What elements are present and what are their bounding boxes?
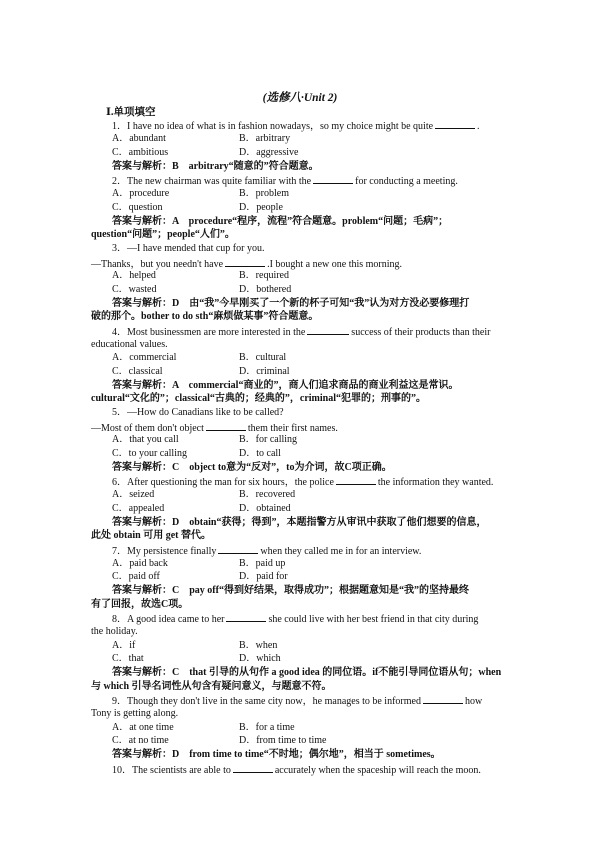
question-2-stem: 2．The new chairman was quite familiar with the for conducting a meeting. xyxy=(112,173,458,189)
question-2-option-b: B．problem xyxy=(239,188,289,199)
question-3-answer-cont: 破的那个。bother to do sth“麻烦做某事”符合题意。 xyxy=(91,311,319,322)
answer-blank xyxy=(423,693,463,704)
question-3-option-d: D．bothered xyxy=(239,284,292,295)
section-heading: Ⅰ.单项填空 xyxy=(106,107,156,118)
question-4-option-b: B．cultural xyxy=(239,352,287,363)
question-2-answer: 答案与解析：A procedure“程序，流程”符合题意。problem“问题；毛病”； xyxy=(112,216,449,227)
question-3-stem-cont: —Thanks，but you needn't have .I bought a new one this morning. xyxy=(91,256,402,272)
question-5-option-b: B．for calling xyxy=(239,434,298,445)
answer-blank xyxy=(307,324,349,335)
question-2-option-d: D．people xyxy=(239,202,283,213)
answer-blank xyxy=(226,611,266,622)
question-1-answer: 答案与解析：B arbitrary“随意的”符合题意。 xyxy=(112,161,319,172)
question-10-stem: 10．The scientists are able to accurately when the spaceship will reach the moon. xyxy=(112,762,481,778)
question-3-option-b: B．required xyxy=(239,270,289,281)
answer-blank xyxy=(336,474,376,485)
question-5-option-a: A．that you call xyxy=(112,434,179,445)
question-4-answer-cont: cultural“文化的”；classical“古典的；经典的”，criminal“犯罪的；刑事的”。 xyxy=(91,393,426,404)
question-2-option-c: C．question xyxy=(112,202,163,213)
question-8-option-b: B．when xyxy=(239,640,278,651)
page-title: (选修八·Unit 2) xyxy=(262,92,338,104)
question-5-option-c: C．to your calling xyxy=(112,448,187,459)
question-7-option-b: B．paid up xyxy=(239,558,286,569)
question-7-option-c: C．paid off xyxy=(112,571,160,582)
answer-blank xyxy=(233,762,273,773)
question-9-option-d: D．from time to time xyxy=(239,735,327,746)
question-5-stem: 5．—How do Canadians like to be called? xyxy=(112,407,284,418)
question-3-stem: 3．—I have mended that cup for you. xyxy=(112,243,265,254)
question-2-option-a: A．procedure xyxy=(112,188,170,199)
question-8-answer-cont: 与 which 引导名词性从句含有疑问意义，与题意不符。 xyxy=(91,681,332,692)
question-7-stem: 7．My persistence finally when they called me in for an interview. xyxy=(112,543,421,559)
question-7-option-d: D．paid for xyxy=(239,571,288,582)
question-3-option-c: C．wasted xyxy=(112,284,157,295)
question-9-option-a: A．at one time xyxy=(112,722,174,733)
question-4-stem: 4．Most businessmen are more interested in the success of their products than their xyxy=(112,324,490,340)
question-1-option-d: D．aggressive xyxy=(239,147,299,158)
question-8-answer: 答案与解析：C that 引导的从句作 a good idea 的同位语。if不能引导同位语从句；when xyxy=(112,667,502,678)
question-7-answer-cont: 有了回报，故选C项。 xyxy=(91,599,189,610)
answer-blank xyxy=(435,118,475,129)
question-6-answer: 答案与解析：D obtain“获得；得到”，本题指警方从审讯中获取了他们想要的信息， xyxy=(112,517,487,528)
question-1-option-a: A．abundant xyxy=(112,133,166,144)
answer-blank xyxy=(225,256,265,267)
question-8-option-a: A．if xyxy=(112,640,136,651)
question-4-option-a: A．commercial xyxy=(112,352,177,363)
question-1-option-b: B．arbitrary xyxy=(239,133,291,144)
question-3-option-a: A．helped xyxy=(112,270,156,281)
question-5-answer: 答案与解析：C object to意为“反对”，to为介词，故C项正确。 xyxy=(112,462,392,473)
answer-blank xyxy=(218,543,258,554)
question-9-answer: 答案与解析：D from time to time“不时地；偶尔地”，相当于 sometimes。 xyxy=(112,749,441,760)
question-5-stem-cont: —Most of them don't object them their first names. xyxy=(91,420,338,436)
question-4-stem-cont: educational values. xyxy=(91,339,168,350)
question-3-answer: 答案与解析：D 由“我”今早刚买了一个新的杯子可知“我”认为对方没必要修理打 xyxy=(112,298,470,309)
question-6-option-a: A．seized xyxy=(112,489,155,500)
question-6-option-b: B．recovered xyxy=(239,489,296,500)
question-4-option-d: D．criminal xyxy=(239,366,290,377)
question-1-option-c: C．ambitious xyxy=(112,147,169,158)
answer-blank xyxy=(206,420,246,431)
question-8-option-c: C．that xyxy=(112,653,144,664)
answer-blank xyxy=(313,173,353,184)
question-6-answer-cont: 此处 obtain 可用 get 替代。 xyxy=(91,530,211,541)
question-4-answer: 答案与解析：A commercial“商业的”，商人们追求商品的商业利益这是常识。 xyxy=(112,380,459,391)
question-6-option-c: C．appealed xyxy=(112,503,165,514)
question-6-stem: 6．After questioning the man for six hours，the police the information they wanted. xyxy=(112,474,493,490)
question-8-option-d: D．which xyxy=(239,653,281,664)
question-6-option-d: D．obtained xyxy=(239,503,291,514)
question-5-option-d: D．to call xyxy=(239,448,281,459)
question-9-stem-cont: Tony is getting along. xyxy=(91,708,179,719)
question-8-stem-cont: the holiday. xyxy=(91,626,138,637)
question-2-answer-cont: question“问题”；people“人们”。 xyxy=(91,229,235,240)
question-4-option-c: C．classical xyxy=(112,366,163,377)
question-9-stem: 9．Though they don't live in the same city now，he manages to be informed how xyxy=(112,693,482,709)
question-7-answer: 答案与解析：C pay off“得到好结果，取得成功”；根据题意知是“我”的坚持最终 xyxy=(112,585,469,596)
question-8-stem: 8．A good idea came to her she could live with her best friend in that city during xyxy=(112,611,478,627)
question-1-stem: 1．I have no idea of what is in fashion nowadays，so my choice might be quite . xyxy=(112,118,480,134)
question-7-option-a: A．paid back xyxy=(112,558,168,569)
question-9-option-b: B．for a time xyxy=(239,722,295,733)
question-9-option-c: C．at no time xyxy=(112,735,169,746)
